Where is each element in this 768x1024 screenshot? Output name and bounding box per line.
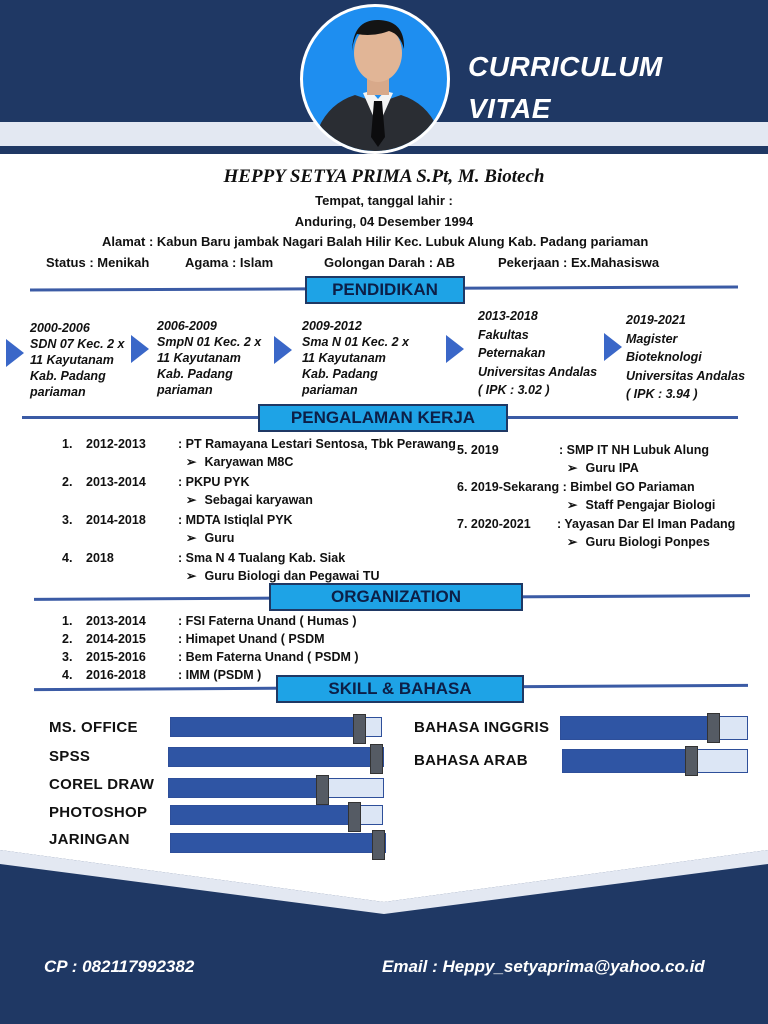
item-years: 5. 2019 (457, 443, 499, 457)
footer (0, 850, 768, 1024)
list-item (62, 612, 359, 630)
skill-bar-knob (348, 802, 361, 832)
profile-photo (300, 4, 450, 154)
item-place: : Bimbel GO Pariaman (562, 480, 695, 494)
skill-label: MS. OFFICE (49, 719, 138, 736)
skill-bar-knob (353, 714, 366, 744)
item-org: : IMM (PSDM ) (178, 668, 262, 682)
item-place: : Yayasan Dar El Iman Padang (557, 517, 736, 531)
item-org: : Bem Faterna Unand ( PSDM ) (178, 650, 359, 664)
edu-line: ( IPK : 3.02 ) (478, 383, 550, 397)
item-org: : Himapet Unand ( PSDM (178, 632, 325, 646)
item-years: 2013-2014 (86, 475, 146, 489)
item-years: 2015-2016 (86, 650, 146, 664)
section-title-education: PENDIDIKAN (305, 276, 465, 304)
skill-label: PHOTOSHOP (49, 804, 148, 821)
item-number: 3. (62, 513, 73, 527)
item-role: ➢ Guru IPA (567, 459, 735, 477)
cv-title (468, 46, 768, 130)
edu-line: ( IPK : 3.94 ) (626, 387, 698, 401)
item-number: 2. (62, 475, 73, 489)
list-item (457, 515, 735, 533)
work-list-left (62, 435, 456, 585)
skill-bar (170, 717, 382, 737)
item-org: : FSI Faterna Unand ( Humas ) (178, 614, 357, 628)
edu-line: pariaman (30, 385, 86, 399)
marital-status: Status : Menikah (46, 255, 150, 270)
religion: Agama : Islam (185, 255, 274, 270)
item-years: 2012-2013 (86, 437, 146, 451)
edu-years: 2006-2009 (157, 319, 217, 333)
birth-value: Anduring, 04 Desember 1994 (294, 214, 474, 229)
section-title-skills: SKILL & BAHASA (276, 675, 524, 703)
work-list-right (457, 441, 735, 551)
section-title-work: PENGALAMAN KERJA (258, 404, 508, 432)
arrow-right-icon (274, 336, 292, 364)
edu-line: Universitas Andalas (626, 368, 746, 383)
list-item (62, 511, 456, 529)
edu-line: SmpN 01 Kec. 2 x (157, 335, 262, 349)
edu-years: 2000-2006 (30, 321, 90, 335)
skill-label: SPSS (49, 748, 91, 765)
edu-line: Bioteknologi (626, 350, 702, 364)
organization-list (62, 612, 359, 684)
item-number: 4. (62, 668, 73, 682)
education-item (30, 320, 140, 400)
arrow-right-icon (6, 339, 24, 367)
edu-years: 2009-2012 (302, 319, 362, 333)
edu-line: pariaman (157, 383, 213, 397)
skill-bar-fill (169, 748, 377, 766)
skill-bar-fill (169, 779, 323, 797)
edu-years: 2019-2021 (626, 313, 686, 327)
item-place: : Sma N 4 Tualang Kab. Siak (178, 551, 346, 565)
skill-bar-fill (171, 718, 360, 736)
edu-line: Peternakan (478, 346, 546, 360)
person-name: HEPPY SETYA PRIMA S.Pt, M. Biotech (223, 166, 545, 187)
item-role: ➢ Guru Biologi dan Pegawai TU (186, 567, 456, 585)
edu-line: Magister (626, 331, 678, 346)
item-years: 2014-2018 (86, 513, 146, 527)
language-bar-knob (707, 713, 720, 743)
edu-line: Kab. Padang (302, 367, 378, 381)
skill-bar-knob (316, 775, 329, 805)
item-role: ➢ Karyawan M8C (186, 453, 456, 471)
email-contact: Email : Heppy_setyaprima@yahoo.co.id (382, 957, 705, 976)
edu-line: Kab. Padang (157, 367, 233, 381)
education-item (157, 318, 272, 398)
item-years: 6. 2019-Sekarang (457, 480, 560, 494)
edu-line: Universitas Andalas (478, 364, 598, 379)
skill-bar-knob (370, 744, 383, 774)
list-item (62, 473, 456, 491)
skill-label: COREL DRAW (49, 776, 155, 793)
skill-bar (168, 778, 384, 798)
list-item (457, 478, 735, 496)
education-item (626, 311, 766, 404)
edu-line: SDN 07 Kec. 2 x (30, 337, 125, 351)
language-bar-knob (685, 746, 698, 776)
title-line-1: CURRICULUM (468, 51, 663, 82)
skill-label: JARINGAN (49, 831, 130, 848)
item-role: ➢ Staff Pengajar Biologi (567, 496, 735, 514)
blood-type: Golongan Darah : AB (324, 255, 455, 270)
list-item (62, 630, 359, 648)
list-item (457, 441, 735, 459)
item-number: 3. (62, 650, 73, 664)
phone-contact: CP : 082117992382 (44, 957, 195, 976)
language-bar (562, 749, 748, 773)
item-role: ➢ Sebagai karyawan (186, 491, 456, 509)
edu-line: Sma N 01 Kec. 2 x (302, 335, 410, 349)
language-bar-fill (561, 717, 714, 739)
occupation: Pekerjaan : Ex.Mahasiswa (498, 255, 660, 270)
skill-bar (168, 747, 384, 767)
education-item (302, 318, 422, 398)
edu-years: 2013-2018 (478, 309, 538, 323)
item-place: : SMP IT NH Lubuk Alung (559, 443, 709, 457)
item-place: : PT Ramayana Lestari Sentosa, Tbk Perawang (178, 437, 456, 451)
skill-bar-fill (171, 806, 355, 824)
item-years: 2016-2018 (86, 668, 146, 682)
item-place: : MDTA Istiqlal PYK (178, 513, 293, 527)
edu-line: 11 Kayutanam (30, 353, 114, 367)
edu-line: 11 Kayutanam (157, 351, 241, 365)
address: Alamat : Kabun Baru jambak Nagari Balah Hilir Kec. Lubuk Alung Kab. Padang pariaman (102, 234, 649, 249)
item-role: ➢ Guru (186, 529, 456, 547)
item-number: 1. (62, 614, 73, 628)
edu-line: Fakultas (478, 327, 529, 342)
footer-shape (0, 850, 768, 1024)
edu-line: pariaman (302, 383, 358, 397)
item-place: : PKPU PYK (178, 475, 250, 489)
item-number: 1. (62, 437, 73, 451)
item-years: 2013-2014 (86, 614, 146, 628)
item-years: 2014-2015 (86, 632, 146, 646)
item-number: 4. (62, 551, 73, 565)
list-item (62, 549, 456, 567)
person-icon (303, 7, 450, 154)
skill-bar (170, 805, 383, 825)
section-title-organization: ORGANIZATION (269, 583, 523, 611)
title-line-2: VITAE (468, 93, 551, 124)
edu-line: Kab. Padang (30, 369, 106, 383)
list-item (62, 648, 359, 666)
education-item (478, 307, 608, 400)
language-bar (560, 716, 748, 740)
item-number: 2. (62, 632, 73, 646)
language-label: BAHASA INGGRIS (414, 719, 550, 736)
language-bar-fill (563, 750, 692, 772)
birth-label: Tempat, tanggal lahir : (315, 193, 453, 208)
language-label: BAHASA ARAB (414, 752, 528, 769)
list-item (62, 435, 456, 453)
item-years: 2018 (86, 551, 114, 565)
item-years: 7. 2020-2021 (457, 517, 531, 531)
item-role: ➢ Guru Biologi Ponpes (567, 533, 735, 551)
edu-line: 11 Kayutanam (302, 351, 386, 365)
arrow-right-icon (446, 335, 464, 363)
